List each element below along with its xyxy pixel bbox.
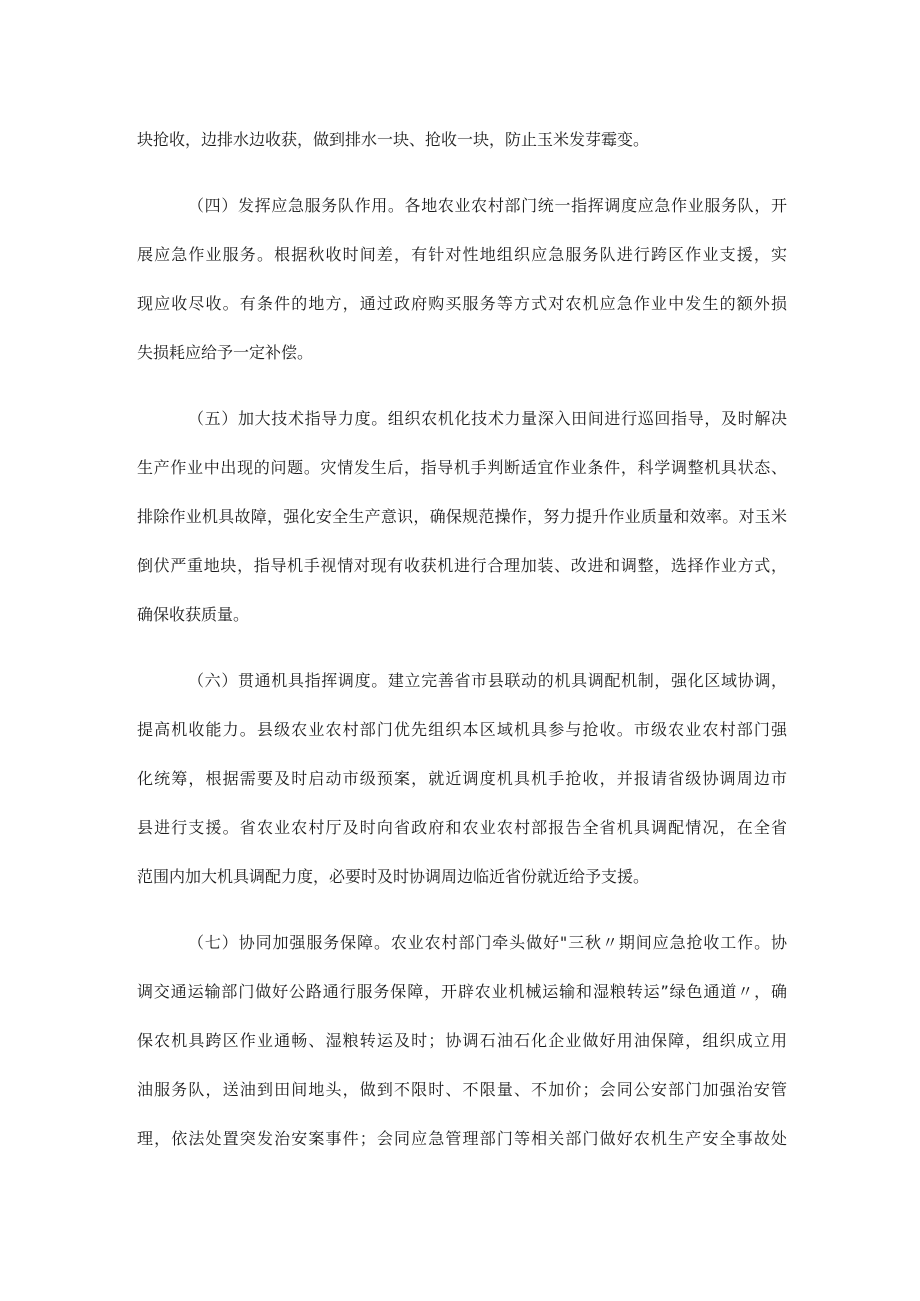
section-7-line: 油服务队，送油到田间地头，做到不限时、不限量、不加价；会同公安部门加强治安管 bbox=[137, 1080, 787, 1099]
section-4-line: 展应急作业服务。根据秋收时间差，有针对性地组织应急服务队进行跨区作业支援，实 bbox=[137, 245, 787, 264]
section-6-line: 提高机收能力。县级农业农村部门优先组织本区域机具参与抢收。市级农业农村部门强 bbox=[137, 720, 787, 739]
section-6-line: 范围内加大机具调配力度，必要时及时协调周边临近省份就近给予支援。 bbox=[137, 867, 650, 886]
section-5-line: 确保收获质量。 bbox=[137, 605, 250, 624]
section-7-line: 保农机具跨区作业通畅、湿粮转运及时；协调石油石化企业做好用油保障，组织成立用 bbox=[137, 1031, 787, 1050]
section-6-line: 化统筹，根据需要及时启动市级预案，就近调度机具机手抢收，并报请省级协调周边市 bbox=[137, 769, 787, 788]
section-5-line: 倒伏严重地块，指导机手视情对现有收获机进行合理加装、改进和调整，选择作业方式， bbox=[137, 556, 787, 575]
section-7-heading-line: （七）协同加强服务保障。农业农村部门牵头做好"三秋〃期间应急抢收工作。协 bbox=[188, 933, 787, 952]
section-6-heading-line: （六）贯通机具指挥调度。建立完善省市县联动的机具调配机制，强化区域协调， bbox=[188, 671, 787, 690]
section-5-heading-line: （五）加大技术指导力度。组织农机化技术力量深入田间进行巡回指导，及时解决 bbox=[188, 409, 787, 428]
section-5-line: 排除作业机具故障，强化安全生产意识，确保规范操作，努力提升作业质量和效率。对玉米 bbox=[137, 507, 787, 526]
section-7-line: 理，依法处置突发治安案事件；会同应急管理部门等相关部门做好农机生产安全事故处 bbox=[137, 1129, 787, 1148]
section-4-line: 现应收尽收。有条件的地方，通过政府购买服务等方式对农机应急作业中发生的额外损 bbox=[137, 294, 787, 313]
section-4-line: 失损耗应给予一定补偿。 bbox=[137, 343, 314, 362]
section-6-line: 县进行支援。省农业农村厅及时向省政府和农业农村部报告全省机具调配情况，在全省 bbox=[137, 818, 787, 837]
section-7-line: 调交通运输部门做好公路通行服务保障，开辟农业机械运输和湿粮转运”绿色通道〃，确 bbox=[137, 982, 787, 1001]
section-5-line: 生产作业中出现的问题。灾情发生后，指导机手判断适宜作业条件，科学调整机具状态、 bbox=[137, 458, 787, 477]
section-4-heading-line: （四）发挥应急服务队作用。各地农业农村部门统一指挥调度应急作业服务队，开 bbox=[188, 196, 787, 215]
paragraph-3-line: 块抢收，边排水边收获，做到排水一块、抢收一块，防止玉米发芽霉变。 bbox=[137, 130, 650, 149]
